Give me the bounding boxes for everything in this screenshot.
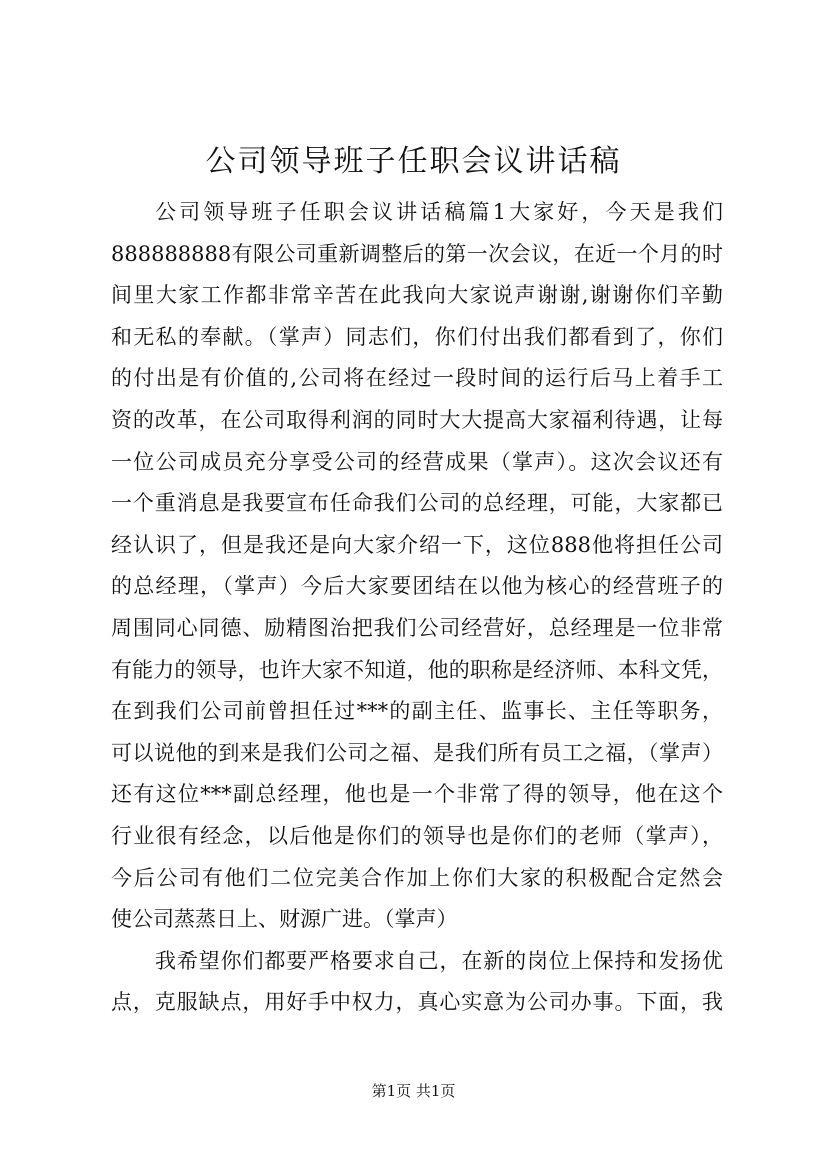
body-line: 点，克服缺点，用好手中权力，真心实意为公司办事。下面，我	[111, 990, 723, 1015]
body-line: 行业很有经念，以后他是你们的领导也是你们的老师（掌声），	[111, 823, 723, 848]
body-line: 周围同心同德、励精图治把我们公司经营好，总经理是一位非常	[111, 615, 723, 640]
body-line: 可以说他的到来是我们公司之福、是我们所有员工之福，（掌声）	[111, 740, 723, 765]
body-line: 间里大家工作都非常辛苦在此我向大家说声谢谢,谢谢你们辛勤	[111, 283, 723, 308]
body-line: 公司领导班子任职会议讲话稿篇1大家好，今天是我们	[155, 200, 723, 224]
body-line: 资的改革，在公司取得利润的同时大大提高大家福利待遇，让每	[111, 407, 723, 432]
document-title: 公司领导班子任职会议讲话稿	[205, 144, 622, 179]
body-line: 和无私的奉献。（掌声）同志们，你们付出我们都看到了，你们	[111, 324, 723, 349]
body-line: 在到我们公司前曾担任过***的副主任、监事长、主任等职务，	[111, 699, 723, 724]
body-line: 使公司蒸蒸日上、财源广进。（掌声）	[111, 907, 458, 932]
body-line: 的总经理，（掌声）今后大家要团结在以他为核心的经营班子的	[111, 574, 723, 599]
body-line: 还有这位***副总经理，他也是一个非常了得的领导，他在这个	[111, 782, 723, 807]
body-line: 一位公司成员充分享受公司的经营成果（掌声）。这次会议还有	[111, 449, 723, 474]
body-line: 的付出是有价值的,公司将在经过一段时间的运行后马上着手工	[111, 366, 723, 391]
page-footer: 第1页 共1页	[371, 1082, 456, 1100]
document-body	[111, 192, 723, 1024]
body-line: 一个重消息是我要宣布任命我们公司的总经理，可能，大家都已	[111, 491, 723, 516]
body-line: 有能力的领导，也许大家不知道，他的职称是经济师、本科文凭，	[111, 657, 723, 682]
body-line: 888888888有限公司重新调整后的第一次会议，在近一个月的时	[111, 241, 723, 266]
body-line: 经认识了，但是我还是向大家介绍一下，这位888他将担任公司	[111, 532, 723, 557]
body-line: 我希望你们都要严格要求自己，在新的岗位上保持和发扬优	[155, 948, 723, 973]
body-line: 今后公司有他们二位完美合作加上你们大家的积极配合定然会	[111, 865, 723, 890]
